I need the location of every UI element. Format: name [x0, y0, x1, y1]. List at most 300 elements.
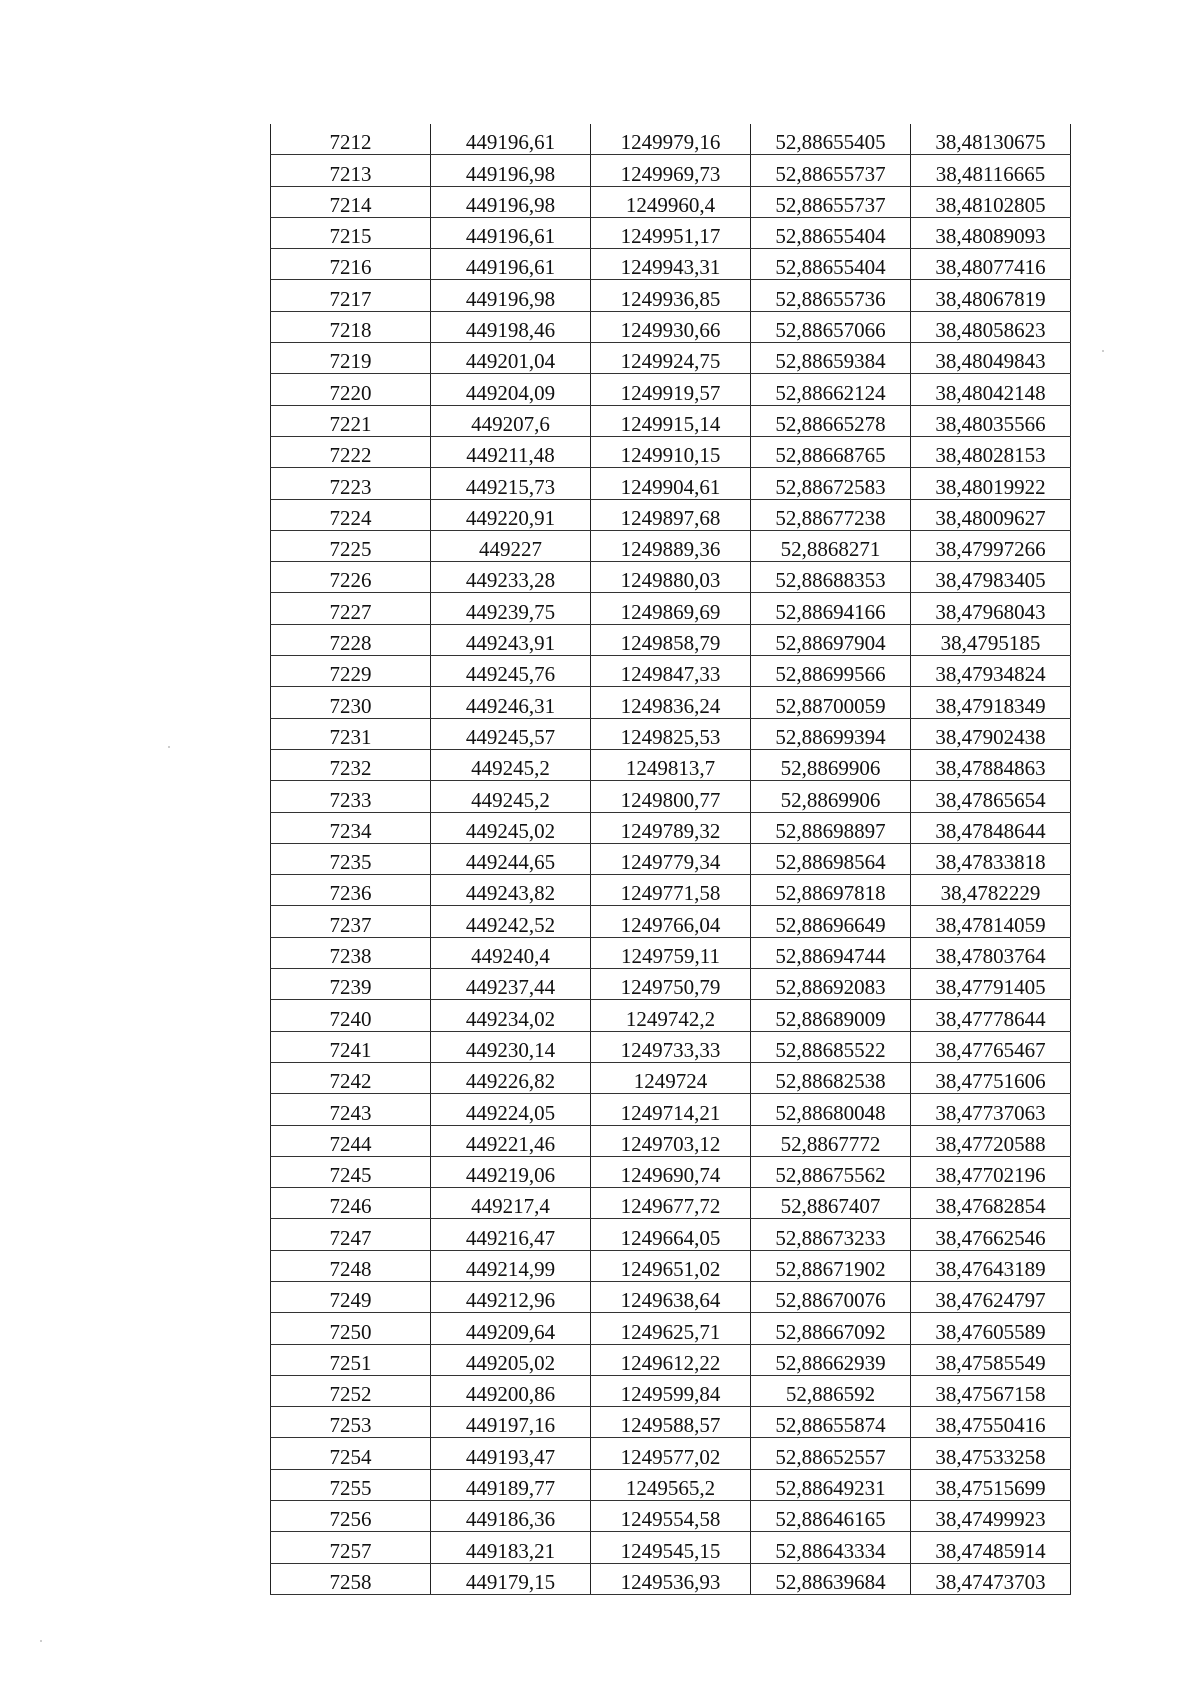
latitude-cell: [751, 217, 911, 248]
y-coordinate-value: 1249979,16: [620, 130, 721, 155]
x-coordinate-value: 449196,98: [465, 286, 556, 311]
longitude-cell: [911, 217, 1071, 248]
latitude-cell: [751, 1250, 911, 1281]
table-row: [271, 1031, 1071, 1062]
longitude-value: 38,48009627: [935, 505, 1046, 530]
y-coordinate-value: 1249869,69: [620, 599, 721, 624]
table-row: [271, 1250, 1071, 1281]
y-coordinate-cell: [591, 249, 751, 280]
table-row: [271, 155, 1071, 186]
longitude-value: 38,47515699: [935, 1476, 1046, 1501]
point-number-cell: [271, 1313, 431, 1344]
y-coordinate-value: 1249858,79: [620, 631, 721, 656]
x-coordinate-cell: [431, 311, 591, 342]
longitude-cell: [911, 499, 1071, 530]
longitude-cell: [911, 687, 1071, 718]
x-coordinate-value: 449245,57: [465, 724, 556, 749]
x-coordinate-cell: [431, 593, 591, 624]
table-row: [271, 1062, 1071, 1093]
y-coordinate-value: 1249766,04: [620, 912, 721, 937]
table-row: [271, 718, 1071, 749]
y-coordinate-cell: [591, 1219, 751, 1250]
x-coordinate-cell: [431, 1407, 591, 1438]
table-row: [271, 405, 1071, 436]
point-number-cell: [271, 499, 431, 530]
y-coordinate-value: 1249724: [633, 1069, 708, 1094]
longitude-value: 38,47814059: [935, 912, 1046, 937]
latitude-cell: [751, 1125, 911, 1156]
x-coordinate-cell: [431, 155, 591, 186]
table-row: [271, 499, 1071, 530]
x-coordinate-cell: [431, 1062, 591, 1093]
y-coordinate-cell: [591, 969, 751, 1000]
longitude-value: 38,48077416: [935, 255, 1046, 280]
x-coordinate-value: 449246,31: [465, 693, 556, 718]
longitude-cell: [911, 1156, 1071, 1187]
point-number-cell: [271, 1407, 431, 1438]
x-coordinate-cell: [431, 1313, 591, 1344]
longitude-cell: [911, 249, 1071, 280]
x-coordinate-cell: [431, 1219, 591, 1250]
point-number-cell: [271, 280, 431, 311]
latitude-value: 52,88639684: [775, 1569, 886, 1594]
latitude-cell: [751, 1375, 911, 1406]
y-coordinate-cell: [591, 812, 751, 843]
y-coordinate-value: 1249836,24: [620, 693, 721, 718]
latitude-cell: [751, 1469, 911, 1500]
y-coordinate-value: 1249919,57: [620, 380, 721, 405]
longitude-value: 38,48042148: [935, 380, 1046, 405]
y-coordinate-value: 1249800,77: [620, 787, 721, 812]
latitude-cell: [751, 1563, 911, 1594]
y-coordinate-cell: [591, 1375, 751, 1406]
latitude-value: 52,88649231: [775, 1476, 886, 1501]
x-coordinate-value: 449227: [479, 537, 542, 562]
table-row: [271, 1407, 1071, 1438]
x-coordinate-cell: [431, 781, 591, 812]
latitude-cell: [751, 124, 911, 155]
x-coordinate-cell: [431, 1501, 591, 1532]
longitude-cell: [911, 937, 1071, 968]
point-number-cell: [271, 124, 431, 155]
y-coordinate-cell: [591, 1000, 751, 1031]
x-coordinate-value: 449243,91: [465, 631, 556, 656]
table-row: [271, 1219, 1071, 1250]
longitude-value: 38,47550416: [935, 1413, 1046, 1438]
y-coordinate-cell: [591, 1532, 751, 1563]
y-coordinate-cell: [591, 499, 751, 530]
x-coordinate-value: 449224,05: [465, 1100, 556, 1125]
y-coordinate-cell: [591, 1281, 751, 1312]
longitude-value: 38,48058623: [935, 318, 1046, 343]
y-coordinate-cell: [591, 687, 751, 718]
point-number-value: 7229: [329, 662, 372, 687]
longitude-cell: [911, 969, 1071, 1000]
point-number-cell: [271, 1000, 431, 1031]
longitude-value: 38,48102805: [935, 192, 1046, 217]
table-row: [271, 1438, 1071, 1469]
y-coordinate-cell: [591, 374, 751, 405]
point-number-cell: [271, 969, 431, 1000]
longitude-cell: [911, 1438, 1071, 1469]
x-coordinate-value: 449233,28: [465, 568, 556, 593]
table-row: [271, 593, 1071, 624]
table-row: [271, 468, 1071, 499]
y-coordinate-value: 1249638,64: [620, 1288, 721, 1313]
point-number-cell: [271, 374, 431, 405]
longitude-cell: [911, 186, 1071, 217]
point-number-value: 7241: [329, 1037, 372, 1062]
latitude-cell: [751, 1094, 911, 1125]
longitude-value: 38,47499923: [935, 1507, 1046, 1532]
longitude-value: 38,48028153: [935, 443, 1046, 468]
x-coordinate-value: 449201,04: [465, 349, 556, 374]
latitude-value: 52,88673233: [775, 1225, 886, 1250]
y-coordinate-cell: [591, 1094, 751, 1125]
latitude-value: 52,88668765: [775, 443, 886, 468]
point-number-cell: [271, 1563, 431, 1594]
table-row: [271, 1469, 1071, 1500]
y-coordinate-cell: [591, 843, 751, 874]
y-coordinate-cell: [591, 1563, 751, 1594]
x-coordinate-value: 449200,86: [465, 1382, 556, 1407]
point-number-value: 7251: [329, 1350, 372, 1375]
x-coordinate-value: 449240,4: [471, 944, 550, 969]
latitude-cell: [751, 280, 911, 311]
table-row: [271, 249, 1071, 280]
table-row: [271, 1375, 1071, 1406]
table-row: [271, 1532, 1071, 1563]
table-row: [271, 749, 1071, 780]
y-coordinate-value: 1249904,61: [620, 474, 721, 499]
point-number-cell: [271, 186, 431, 217]
x-coordinate-value: 449219,06: [465, 1163, 556, 1188]
y-coordinate-value: 1249813,7: [625, 756, 716, 781]
y-coordinate-cell: [591, 1125, 751, 1156]
longitude-value: 38,47778644: [935, 1006, 1046, 1031]
x-coordinate-value: 449245,2: [471, 787, 550, 812]
latitude-value: 52,88655737: [775, 161, 886, 186]
latitude-value: 52,88655405: [775, 130, 886, 155]
table-row: [271, 562, 1071, 593]
y-coordinate-value: 1249577,02: [620, 1444, 721, 1469]
y-coordinate-cell: [591, 311, 751, 342]
latitude-value: 52,88665278: [775, 411, 886, 436]
longitude-cell: [911, 1000, 1071, 1031]
y-coordinate-cell: [591, 937, 751, 968]
point-number-value: 7228: [329, 631, 372, 656]
table-row: [271, 624, 1071, 655]
point-number-value: 7246: [329, 1194, 372, 1219]
latitude-cell: [751, 781, 911, 812]
latitude-cell: [751, 343, 911, 374]
x-coordinate-value: 449212,96: [465, 1288, 556, 1313]
point-number-cell: [271, 749, 431, 780]
x-coordinate-cell: [431, 937, 591, 968]
y-coordinate-cell: [591, 280, 751, 311]
point-number-cell: [271, 1501, 431, 1532]
point-number-cell: [271, 1469, 431, 1500]
y-coordinate-value: 1249742,2: [625, 1006, 716, 1031]
longitude-value: 38,47605589: [935, 1319, 1046, 1344]
latitude-cell: [751, 155, 911, 186]
y-coordinate-value: 1249759,11: [621, 944, 720, 969]
scan-speck: [168, 746, 170, 748]
y-coordinate-cell: [591, 468, 751, 499]
latitude-value: 52,88696649: [775, 912, 886, 937]
latitude-value: 52,8868271: [780, 537, 881, 562]
x-coordinate-cell: [431, 624, 591, 655]
longitude-cell: [911, 1250, 1071, 1281]
y-coordinate-value: 1249554,58: [620, 1507, 721, 1532]
point-number-value: 7231: [329, 724, 372, 749]
point-number-value: 7253: [329, 1413, 372, 1438]
y-coordinate-cell: [591, 1313, 751, 1344]
point-number-value: 7219: [329, 349, 372, 374]
longitude-value: 38,47624797: [935, 1288, 1046, 1313]
point-number-cell: [271, 436, 431, 467]
y-coordinate-cell: [591, 1469, 751, 1500]
x-coordinate-cell: [431, 280, 591, 311]
table-row: [271, 687, 1071, 718]
x-coordinate-cell: [431, 499, 591, 530]
y-coordinate-value: 1249565,2: [625, 1476, 716, 1501]
table-row: [271, 1094, 1071, 1125]
latitude-value: 52,8867772: [780, 1131, 881, 1156]
latitude-cell: [751, 843, 911, 874]
latitude-value: 52,88655404: [775, 224, 886, 249]
latitude-cell: [751, 1062, 911, 1093]
x-coordinate-value: 449221,46: [465, 1131, 556, 1156]
latitude-cell: [751, 1188, 911, 1219]
y-coordinate-cell: [591, 1031, 751, 1062]
x-coordinate-cell: [431, 1031, 591, 1062]
latitude-value: 52,88662124: [775, 380, 886, 405]
latitude-cell: [751, 1501, 911, 1532]
latitude-cell: [751, 1281, 911, 1312]
y-coordinate-cell: [591, 124, 751, 155]
latitude-value: 52,88689009: [775, 1006, 886, 1031]
longitude-cell: [911, 155, 1071, 186]
table-row: [271, 1125, 1071, 1156]
y-coordinate-cell: [591, 1062, 751, 1093]
point-number-value: 7237: [329, 912, 372, 937]
y-coordinate-cell: [591, 436, 751, 467]
longitude-cell: [911, 1219, 1071, 1250]
latitude-value: 52,88692083: [775, 975, 886, 1000]
longitude-value: 38,47791405: [935, 975, 1046, 1000]
y-coordinate-value: 1249651,02: [620, 1256, 721, 1281]
point-number-cell: [271, 937, 431, 968]
longitude-value: 38,47968043: [935, 599, 1046, 624]
x-coordinate-value: 449216,47: [465, 1225, 556, 1250]
latitude-value: 52,8869906: [780, 787, 881, 812]
x-coordinate-value: 449183,21: [465, 1538, 556, 1563]
point-number-cell: [271, 656, 431, 687]
y-coordinate-value: 1249779,34: [620, 850, 721, 875]
x-coordinate-value: 449226,82: [465, 1069, 556, 1094]
x-coordinate-value: 449196,61: [465, 130, 556, 155]
x-coordinate-cell: [431, 186, 591, 217]
longitude-cell: [911, 1501, 1071, 1532]
x-coordinate-value: 449215,73: [465, 474, 556, 499]
point-number-cell: [271, 1281, 431, 1312]
y-coordinate-value: 1249625,71: [620, 1319, 721, 1344]
longitude-cell: [911, 1125, 1071, 1156]
y-coordinate-cell: [591, 875, 751, 906]
longitude-cell: [911, 468, 1071, 499]
point-number-value: 7242: [329, 1069, 372, 1094]
x-coordinate-value: 449196,61: [465, 255, 556, 280]
y-coordinate-cell: [591, 405, 751, 436]
longitude-cell: [911, 593, 1071, 624]
point-number-cell: [271, 468, 431, 499]
y-coordinate-cell: [591, 562, 751, 593]
longitude-value: 38,47803764: [935, 944, 1046, 969]
table-row: [271, 1563, 1071, 1594]
latitude-value: 52,88698564: [775, 850, 886, 875]
longitude-cell: [911, 875, 1071, 906]
longitude-cell: [911, 562, 1071, 593]
y-coordinate-value: 1249690,74: [620, 1163, 721, 1188]
longitude-value: 38,47720588: [935, 1131, 1046, 1156]
table-row: [271, 343, 1071, 374]
y-coordinate-value: 1249825,53: [620, 724, 721, 749]
y-coordinate-value: 1249951,17: [620, 224, 721, 249]
point-number-value: 7223: [329, 474, 372, 499]
x-coordinate-cell: [431, 374, 591, 405]
point-number-cell: [271, 687, 431, 718]
x-coordinate-cell: [431, 656, 591, 687]
longitude-value: 38,47473703: [935, 1569, 1046, 1594]
y-coordinate-value: 1249536,93: [620, 1569, 721, 1594]
longitude-value: 38,48116665: [935, 161, 1046, 186]
table-row: [271, 124, 1071, 155]
x-coordinate-value: 449234,02: [465, 1006, 556, 1031]
point-number-value: 7226: [329, 568, 372, 593]
point-number-value: 7254: [329, 1444, 372, 1469]
longitude-value: 38,47682854: [935, 1194, 1046, 1219]
point-number-value: 7221: [329, 411, 372, 436]
x-coordinate-value: 449204,09: [465, 380, 556, 405]
y-coordinate-cell: [591, 906, 751, 937]
latitude-value: 52,88662939: [775, 1350, 886, 1375]
latitude-cell: [751, 499, 911, 530]
y-coordinate-cell: [591, 1156, 751, 1187]
latitude-cell: [751, 906, 911, 937]
y-coordinate-value: 1249703,12: [620, 1131, 721, 1156]
latitude-value: 52,88675562: [775, 1163, 886, 1188]
y-coordinate-cell: [591, 749, 751, 780]
x-coordinate-value: 449245,02: [465, 818, 556, 843]
y-coordinate-cell: [591, 343, 751, 374]
longitude-value: 38,47765467: [935, 1037, 1046, 1062]
latitude-cell: [751, 468, 911, 499]
point-number-value: 7227: [329, 599, 372, 624]
latitude-cell: [751, 1313, 911, 1344]
x-coordinate-value: 449189,77: [465, 1476, 556, 1501]
longitude-cell: [911, 812, 1071, 843]
longitude-value: 38,48067819: [935, 286, 1046, 311]
x-coordinate-cell: [431, 1094, 591, 1125]
point-number-value: 7249: [329, 1288, 372, 1313]
latitude-cell: [751, 875, 911, 906]
latitude-value: 52,88682538: [775, 1069, 886, 1094]
point-number-cell: [271, 781, 431, 812]
x-coordinate-value: 449186,36: [465, 1507, 556, 1532]
point-number-value: 7257: [329, 1538, 372, 1563]
longitude-cell: [911, 311, 1071, 342]
latitude-cell: [751, 405, 911, 436]
longitude-cell: [911, 530, 1071, 561]
x-coordinate-cell: [431, 1532, 591, 1563]
latitude-value: 52,88671902: [775, 1256, 886, 1281]
longitude-value: 38,47751606: [935, 1069, 1046, 1094]
point-number-cell: [271, 624, 431, 655]
point-number-cell: [271, 530, 431, 561]
point-number-value: 7236: [329, 881, 372, 906]
table-row: [271, 280, 1071, 311]
point-number-value: 7225: [329, 537, 372, 562]
longitude-value: 38,47918349: [935, 693, 1046, 718]
point-number-value: 7220: [329, 380, 372, 405]
x-coordinate-cell: [431, 687, 591, 718]
longitude-cell: [911, 1062, 1071, 1093]
table-row: [271, 436, 1071, 467]
point-number-value: 7244: [329, 1131, 372, 1156]
y-coordinate-cell: [591, 624, 751, 655]
y-coordinate-value: 1249960,4: [625, 192, 716, 217]
table-row: [271, 217, 1071, 248]
point-number-value: 7252: [329, 1382, 372, 1407]
longitude-cell: [911, 405, 1071, 436]
x-coordinate-value: 449197,16: [465, 1413, 556, 1438]
point-number-value: 7239: [329, 975, 372, 1000]
coordinates-table: [270, 124, 1071, 1595]
latitude-value: 52,88697818: [775, 881, 886, 906]
point-number-cell: [271, 1062, 431, 1093]
point-number-value: 7214: [329, 192, 372, 217]
point-number-value: 7218: [329, 318, 372, 343]
longitude-cell: [911, 624, 1071, 655]
x-coordinate-cell: [431, 875, 591, 906]
x-coordinate-cell: [431, 1469, 591, 1500]
latitude-cell: [751, 593, 911, 624]
x-coordinate-cell: [431, 1375, 591, 1406]
table-row: [271, 969, 1071, 1000]
x-coordinate-cell: [431, 343, 591, 374]
x-coordinate-value: 449196,98: [465, 192, 556, 217]
longitude-cell: [911, 718, 1071, 749]
point-number-value: 7235: [329, 850, 372, 875]
latitude-value: 52,88652557: [775, 1444, 886, 1469]
longitude-cell: [911, 749, 1071, 780]
table-row: [271, 781, 1071, 812]
longitude-value: 38,47884863: [935, 756, 1046, 781]
table-row: [271, 1344, 1071, 1375]
latitude-value: 52,8867407: [780, 1194, 881, 1219]
y-coordinate-cell: [591, 155, 751, 186]
x-coordinate-value: 449209,64: [465, 1319, 556, 1344]
longitude-value: 38,47702196: [935, 1163, 1046, 1188]
y-coordinate-cell: [591, 781, 751, 812]
point-number-cell: [271, 1031, 431, 1062]
latitude-value: 52,88655404: [775, 255, 886, 280]
x-coordinate-cell: [431, 405, 591, 436]
longitude-value: 38,47833818: [935, 850, 1046, 875]
point-number-value: 7250: [329, 1319, 372, 1344]
x-coordinate-cell: [431, 843, 591, 874]
